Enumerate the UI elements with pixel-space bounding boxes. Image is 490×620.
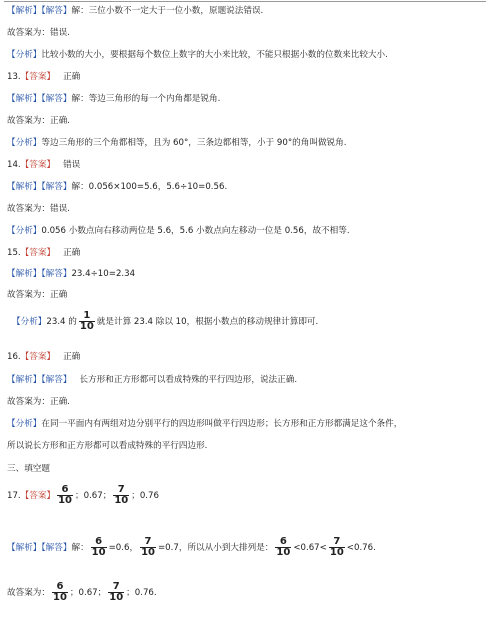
line-fenxi-13 bbox=[7, 137, 346, 149]
section-heading-fill-in: 三、填空题 bbox=[7, 464, 50, 474]
line-analysis-15 bbox=[7, 268, 135, 280]
fraction-one-tenth bbox=[79, 311, 95, 332]
separator: ；0.67； bbox=[74, 491, 112, 501]
fraction bbox=[91, 537, 107, 558]
fenxi-post: 就是计算 23.4 除以 10，根据小数点的移动规律计算即可. bbox=[96, 317, 319, 327]
numerator: 7 bbox=[140, 537, 156, 548]
comparison-text: <0.67< bbox=[293, 543, 327, 553]
numerator: 6 bbox=[275, 537, 291, 548]
fenxi-pre: 23.4 的 bbox=[46, 317, 77, 327]
answer-value: 错误 bbox=[63, 160, 81, 170]
separator: ；0.76. bbox=[126, 588, 157, 598]
question-17-answer bbox=[7, 483, 159, 509]
question-number: 17. bbox=[7, 491, 21, 501]
line-analysis-12 bbox=[7, 5, 263, 17]
line-fenxi-14 bbox=[7, 225, 350, 237]
numerator: 1 bbox=[79, 311, 95, 322]
fraction bbox=[52, 582, 68, 603]
tag-jieda: 【解答】 bbox=[41, 543, 72, 553]
fenxi-text: 比较小数的大小，要根据每个数位上数字的大小来比较，不能只根据小数的位数来比较大小. bbox=[41, 50, 388, 60]
denominator: 10 bbox=[114, 495, 129, 506]
tag-daan: 【答案】 bbox=[20, 160, 56, 170]
numerator: 6 bbox=[52, 582, 68, 593]
tag-fenxi: 【分析】 bbox=[7, 138, 42, 148]
comparison-end: <0.76. bbox=[346, 543, 376, 553]
equation-text: =0.6， bbox=[108, 543, 139, 553]
line-fenxi-16-cont: 所以说长方形和正方形都可以看成特殊的平行四边形. bbox=[7, 441, 208, 451]
denominator: 10 bbox=[109, 592, 124, 603]
answer-value: 正确 bbox=[63, 352, 81, 362]
question-16-answer bbox=[7, 351, 80, 363]
separator: ；0.76 bbox=[131, 491, 159, 501]
line-final-answer-17 bbox=[7, 580, 157, 606]
denominator: 10 bbox=[58, 495, 72, 506]
fraction bbox=[329, 537, 345, 558]
tag-jieda: 【解答】 bbox=[41, 6, 72, 16]
tag-jiexi: 【解析】 bbox=[7, 375, 42, 385]
numerator: 7 bbox=[113, 485, 129, 496]
tag-jieda: 【解答】 bbox=[41, 94, 72, 104]
line-final-answer-16: 故答案为：正确. bbox=[7, 397, 70, 407]
answer-value: 正确 bbox=[63, 72, 81, 82]
line-final-answer-13: 故答案为：正确. bbox=[7, 116, 70, 126]
tag-jiexi: 【解析】 bbox=[7, 543, 42, 553]
line-analysis-17 bbox=[7, 535, 376, 561]
question-number: 13. bbox=[7, 72, 21, 82]
denominator: 10 bbox=[79, 321, 94, 332]
numerator: 7 bbox=[108, 582, 124, 593]
line-fenxi-16 bbox=[7, 418, 402, 430]
answer-text: 解：三位小数不一定大于一位小数，原题说法错误. bbox=[71, 6, 264, 16]
numerator: 6 bbox=[57, 485, 73, 496]
tag-jiexi: 【解析】 bbox=[7, 94, 42, 104]
question-14-answer bbox=[7, 159, 80, 171]
tag-daan: 【答案】 bbox=[20, 248, 56, 258]
analysis-pre: 解： bbox=[71, 543, 89, 553]
tag-fenxi: 【分析】 bbox=[7, 50, 42, 60]
line-analysis-16 bbox=[7, 374, 297, 386]
fraction bbox=[108, 582, 124, 603]
denominator: 10 bbox=[329, 547, 344, 558]
fraction bbox=[140, 537, 156, 558]
answer-value: 正确 bbox=[63, 248, 81, 258]
line-fenxi-12 bbox=[7, 49, 388, 61]
line-fenxi-15 bbox=[12, 309, 318, 335]
denominator: 10 bbox=[52, 592, 67, 603]
tag-daan: 【答案】 bbox=[20, 491, 56, 501]
denominator: 10 bbox=[91, 547, 106, 558]
line-final-answer-14: 故答案为：错误. bbox=[7, 204, 70, 214]
question-15-answer bbox=[7, 247, 80, 259]
tag-daan: 【答案】 bbox=[20, 352, 56, 362]
line-final-answer-15: 故答案为：正确 bbox=[7, 290, 68, 300]
question-number: 16. bbox=[7, 352, 21, 362]
separator: ；0.67； bbox=[69, 588, 107, 598]
line-analysis-14 bbox=[7, 181, 227, 193]
answer-text: 解：等边三角形的每一个内角都是锐角. bbox=[71, 94, 221, 104]
fenxi-text: 等边三角形的三个角都相等，且为 60°，三条边都相等，小于 90°的角叫做锐角. bbox=[41, 138, 347, 148]
line-analysis-13 bbox=[7, 93, 220, 105]
numerator: 7 bbox=[329, 537, 345, 548]
tag-fenxi: 【分析】 bbox=[12, 317, 47, 327]
fenxi-text: 0.056 小数点向右移动两位是 5.6，5.6 小数点向左移动一位是 0.56，故不相等. bbox=[41, 226, 350, 236]
answer-text: 长方形和正方形都可以看成特殊的平行四边形，说法正确. bbox=[79, 375, 298, 385]
tag-fenxi: 【分析】 bbox=[7, 226, 42, 236]
question-number: 15. bbox=[7, 248, 21, 258]
tag-fenxi: 【分析】 bbox=[7, 419, 42, 429]
denominator: 10 bbox=[276, 547, 291, 558]
tag-jiexi: 【解析】 bbox=[7, 6, 42, 16]
numerator: 6 bbox=[91, 537, 107, 548]
tag-daan: 【答案】 bbox=[20, 72, 56, 82]
tag-jiexi: 【解析】 bbox=[7, 269, 42, 279]
top-rule bbox=[4, 1, 486, 2]
equation-text: =0.7，所以从小到大排列是： bbox=[157, 543, 274, 553]
denominator: 10 bbox=[141, 547, 155, 558]
question-13-answer bbox=[7, 71, 80, 83]
line-final-answer-12: 故答案为：错误. bbox=[7, 28, 70, 38]
answer-text: 23.4÷10=2.34 bbox=[71, 269, 136, 279]
tag-jieda: 【解答】 bbox=[41, 375, 72, 385]
fenxi-text: 在同一平面内有两组对边分别平行的四边形叫做平行四边形；长方形和正方形都满足这个条件， bbox=[41, 419, 403, 429]
tag-jieda: 【解答】 bbox=[41, 182, 72, 192]
fraction bbox=[57, 485, 73, 506]
final-pre: 故答案为： bbox=[7, 588, 50, 598]
fraction bbox=[113, 485, 129, 506]
tag-jieda: 【解答】 bbox=[41, 269, 72, 279]
fraction bbox=[275, 537, 291, 558]
tag-jiexi: 【解析】 bbox=[7, 182, 42, 192]
question-number: 14. bbox=[7, 160, 21, 170]
answer-text: 解：0.056×100=5.6，5.6÷10=0.56. bbox=[71, 182, 228, 192]
